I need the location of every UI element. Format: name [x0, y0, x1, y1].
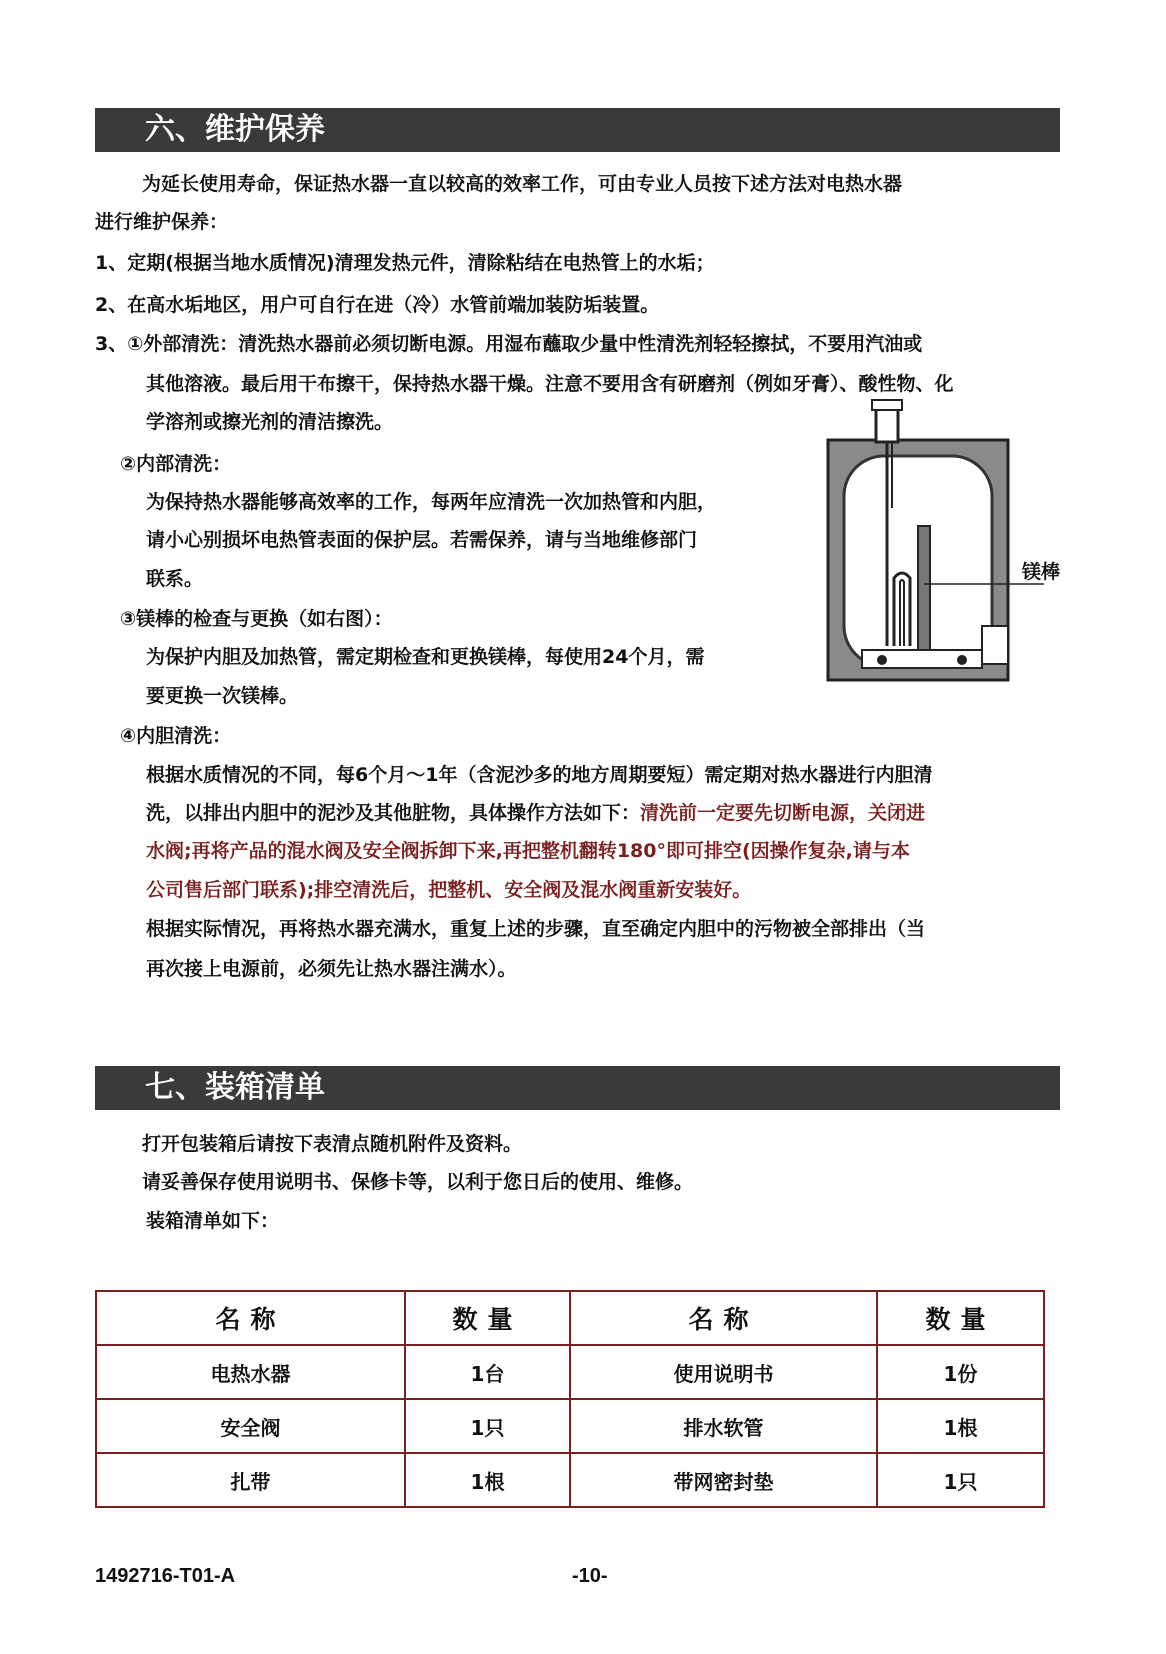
- item-3-tank-text-1: 根据水质情况的不同，每6个月～1年（含泥沙多的地方周期要短）需定期对热水器进行内胆清: [146, 764, 933, 786]
- header-qty-1: 数量: [405, 1291, 570, 1345]
- cell-item: 电热水器: [96, 1345, 405, 1399]
- side-valve: [982, 626, 1008, 664]
- item-3-internal-text-1: 为保持热水器能够高效率的工作，每两年应清洗一次加热管和内胆，: [146, 491, 717, 513]
- item-3-tank-heading: ④内胆清洗：: [120, 725, 232, 747]
- item-1: 1、定期(根据当地水质情况)清理发热元件，清除粘结在电热管上的水垢；: [95, 252, 715, 274]
- para-intro-2: 进行维护保养：: [95, 211, 229, 233]
- item-3-tank-warning-3: 公司售后部门联系);排空清洗后，把整机、安全阀及混水阀重新安装好。: [146, 879, 752, 901]
- item-3-anode-text-1: 为保护内胆及加热管，需定期检查和更换镁棒，每使用24个月，需: [146, 646, 705, 668]
- cell-item: 扎带: [96, 1453, 405, 1507]
- item-3-tank-text-2: [146, 801, 925, 825]
- cell-qty: 1只: [405, 1399, 570, 1453]
- packing-intro-3: 装箱清单如下：: [146, 1210, 280, 1232]
- top-fitting: [876, 406, 898, 442]
- item-3-internal-text-2: 请小心别损坏电热管表面的保护层。若需保养，请与当地维修部门: [146, 529, 698, 551]
- cell-qty: 1台: [405, 1345, 570, 1399]
- header-name-2: 名称: [570, 1291, 877, 1345]
- section-6-title: 六、维护保养: [95, 108, 1060, 152]
- packing-intro-1: 打开包装箱后请按下表清点随机附件及资料。: [142, 1133, 523, 1155]
- item-2: 2、在高水垢地区，用户可自行在进（冷）水管前端加装防垢装置。: [95, 294, 660, 316]
- table-row: [96, 1399, 1044, 1453]
- table-header-row: [96, 1291, 1044, 1345]
- item-3-internal-heading: ②内部清洗：: [120, 453, 232, 475]
- table-row: [96, 1453, 1044, 1507]
- cell-item: 带网密封垫: [570, 1453, 877, 1507]
- cell-item: 使用说明书: [570, 1345, 877, 1399]
- anode-rod: [918, 526, 930, 650]
- item-3-anode-heading: ③镁棒的检查与更换（如右图）：: [120, 608, 393, 630]
- cell-qty: 1份: [877, 1345, 1044, 1399]
- cell-qty: 1只: [877, 1453, 1044, 1507]
- anode-label: 镁棒: [1022, 561, 1061, 583]
- header-name-1: 名称: [96, 1291, 405, 1345]
- item-3-external: 3、①外部清洗：清洗热水器前必须切断电源。用湿布蘸取少量中性清洗剂轻轻擦拭，不要用汽油或: [95, 333, 923, 355]
- top-fitting-cap: [872, 400, 902, 410]
- item-3-tank-warning-1: 清洗前一定要先切断电源，关闭进: [640, 802, 926, 824]
- cell-qty: 1根: [405, 1453, 570, 1507]
- item-3-external-cont-2: 学溶剂或擦光剂的清洁擦洗。: [146, 411, 394, 433]
- cell-item: 安全阀: [96, 1399, 405, 1453]
- cell-qty: 1根: [877, 1399, 1044, 1453]
- bottom-bolt-left: [877, 655, 887, 665]
- item-3-anode-text-2: 要更换一次镁棒。: [146, 685, 299, 707]
- item-3-internal-text-3: 联系。: [146, 568, 204, 590]
- table-row: [96, 1345, 1044, 1399]
- water-heater-diagram: [822, 398, 1070, 698]
- item-3-external-cont-1: 其他溶液。最后用干布擦干，保持热水器干燥。注意不要用含有研磨剂（例如牙膏）、酸性物、化: [146, 373, 954, 395]
- section-7-title: 七、装箱清单: [95, 1066, 1060, 1110]
- item-3-tank-text-3: 根据实际情况，再将热水器充满水，重复上述的步骤，直至确定内胆中的污物被全部排出（当: [146, 918, 926, 940]
- header-qty-2: 数量: [877, 1291, 1044, 1345]
- item-3-tank-text-4: 再次接上电源前，必须先让热水器注满水）。: [146, 958, 517, 980]
- item-3-tank-text-2-normal: 洗，以排出内胆中的泥沙及其他脏物，具体操作方法如下：: [146, 802, 641, 824]
- item-3-tank-warning-2: 水阀;再将产品的混水阀及安全阀拆卸下来,再把整机翻转180°即可排空(因操作复杂,请与本: [146, 840, 910, 862]
- cell-item: 排水软管: [570, 1399, 877, 1453]
- para-intro-1: 为延长使用寿命，保证热水器一直以较高的效率工作，可由专业人员按下述方法对电热水器: [142, 173, 903, 195]
- bottom-bolt-right: [957, 655, 967, 665]
- page-number: -10-: [572, 1565, 608, 1587]
- document-code: 1492716-T01-A: [95, 1565, 236, 1587]
- packing-intro-2: 请妥善保存使用说明书、保修卡等，以利于您日后的使用、维修。: [142, 1171, 694, 1193]
- packing-list-table: [95, 1290, 1045, 1508]
